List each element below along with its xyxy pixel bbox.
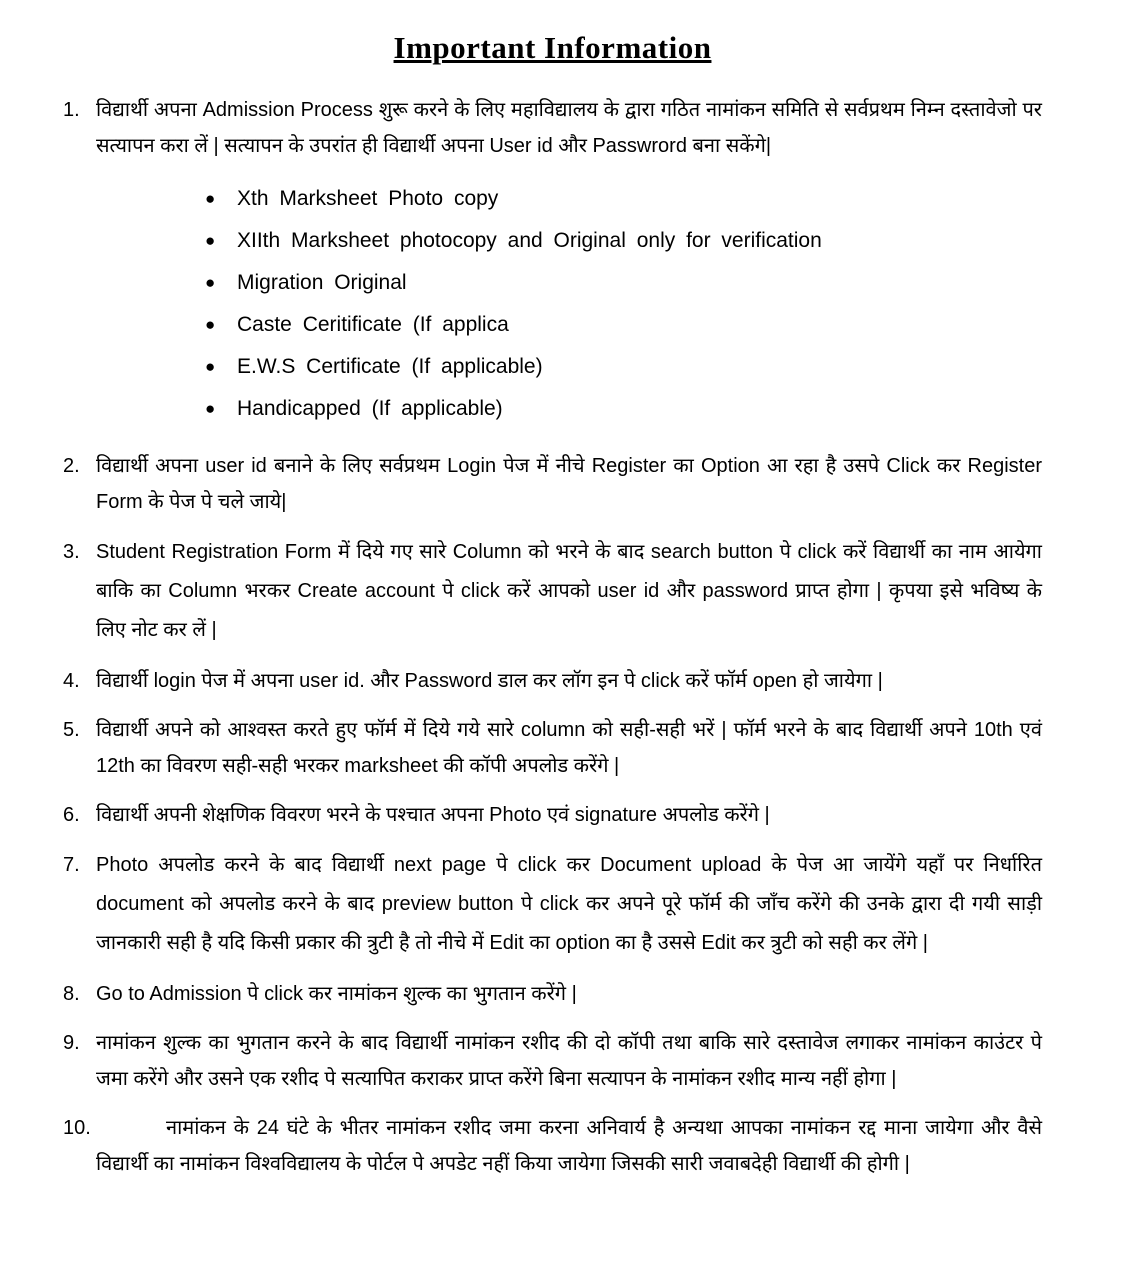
bullet-icon: ● — [205, 357, 216, 376]
item-text: Go to Admission पे click कर नामांकन शुल्क का भुगतान करेंगे | — [96, 983, 577, 1005]
bullet-item — [205, 304, 1042, 346]
bullet-item — [205, 388, 1042, 430]
list-item-7 — [63, 846, 1042, 963]
document-bullet-list — [205, 178, 1042, 430]
page-title: Important Information — [393, 30, 712, 65]
item-number: 10. — [63, 1117, 91, 1139]
item-number: 9. — [63, 1032, 80, 1054]
bullet-icon: ● — [205, 189, 216, 208]
list-item-1 — [63, 92, 1042, 164]
item-number: 2. — [63, 455, 80, 477]
bullet-item — [205, 346, 1042, 388]
bullet-item — [205, 178, 1042, 220]
item-number: 4. — [63, 670, 80, 692]
list-item-2 — [63, 448, 1042, 520]
item-number: 5. — [63, 719, 80, 741]
item-text: विद्यार्थी अपना user id बनाने के लिए सर्वप्रथम Login पेज में नीचे Register का Option आ रहा है उसपे Click कर Register Form के पेज पे चले जाये| — [96, 455, 1042, 513]
bullet-icon: ● — [205, 231, 216, 250]
item-number: 3. — [63, 541, 80, 563]
item-number: 8. — [63, 983, 80, 1005]
bullet-text: Handicapped (If applicable) — [237, 397, 503, 420]
list-item-3 — [63, 533, 1042, 650]
list-item-10 — [63, 1110, 1042, 1182]
list-item-9 — [63, 1025, 1042, 1097]
item-text: विद्यार्थी login पेज में अपना user id. और Password डाल कर लॉग इन पे click करें फॉर्म open हो जायेगा | — [96, 670, 883, 692]
bullet-text: Caste Ceritificate (If applica — [237, 313, 509, 336]
bullet-text: XIIth Marksheet photocopy and Original only for verification — [237, 229, 822, 252]
list-item-4 — [63, 663, 1042, 699]
item-text: विद्यार्थी अपना Admission Process शुरू करने के लिए महाविद्यालय के द्वारा गठित नामांकन समिति से सर्वप्रथम निम्न दस्तावेजो पर सत्यापन करा लें | सत्यापन के उपरांत ही विद्यार्थी अपना User id और Passwrord बना सकेंगे| — [96, 99, 1042, 157]
list-item-6 — [63, 797, 1042, 833]
bullet-icon: ● — [205, 399, 216, 418]
item-number: 1. — [63, 99, 80, 121]
item-text: नामांकन के 24 घंटे के भीतर नामांकन रशीद जमा करना अनिवार्य है अन्यथा आपका नामांकन रद्द माना जायेगा और वैसे विद्यार्थी का नामांकन विश्वविद्यालय के पोर्टल पे अपडेट नहीं किया जायेगा जिसकी सारी जवाबदेही विद्यार्थी की होगी | — [96, 1117, 1042, 1175]
item-text: विद्यार्थी अपने को आश्वस्त करते हुए फॉर्म में दिये गये सारे column को सही-सही भरें | फॉर्म भरने के बाद विद्यार्थी अपने 10th एवं 12th का विवरण सही-सही भरकर marksheet की कॉपी अपलोड करेंगे | — [96, 719, 1042, 777]
item-text: Photo अपलोड करने के बाद विद्यार्थी next page पे click कर Document upload के पेज आ जायेंगे यहाँ पर निर्धारित document को अपलोड करने के बाद preview button पे click कर अपने पूरे फॉर्म की जाँच करेंगे की उनके द्वारा दी गयी साड़ी जानकारी सही है यदि किसी प्रकार की त्रुटी है तो नीचे में Edit का option का है उससे Edit कर त्रुटी को सही कर लेंगे | — [96, 854, 1042, 954]
bullet-text: Xth Marksheet Photo copy — [237, 187, 499, 210]
list-item-8 — [63, 976, 1042, 1012]
bullet-icon: ● — [205, 315, 216, 334]
list-item-5 — [63, 712, 1042, 784]
bullet-item — [205, 262, 1042, 304]
item-text: नामांकन शुल्क का भुगतान करने के बाद विद्यार्थी नामांकन रशीद की दो कॉपी तथा बाकि सारे दस्तावेज लगाकर नामांकन काउंटर पे जमा करेंगे और उसने एक रशीद पे सत्यापित कराकर प्राप्त करेंगे बिना सत्यापन के नामांकन रशीद मान्य नहीं होगा | — [96, 1032, 1042, 1090]
item-text: विद्यार्थी अपनी शेक्षणिक विवरण भरने के पश्चात अपना Photo एवं signature अपलोड करेंगे | — [96, 804, 770, 826]
item-text: Student Registration Form में दिये गए सारे Column को भरने के बाद search button पे click करें विद्यार्थी का नाम आयेगा बाकि का Column भरकर Create account पे click करें आपको user id और password प्राप्त होगा | कृपया इसे भविष्य के लिए नोट कर लें | — [96, 541, 1042, 641]
bullet-icon: ● — [205, 273, 216, 292]
bullet-text: Migration Original — [237, 271, 407, 294]
bullet-item — [205, 220, 1042, 262]
item-number: 6. — [63, 804, 80, 826]
bullet-text: E.W.S Certificate (If applicable) — [237, 355, 543, 378]
item-number: 7. — [63, 854, 80, 876]
